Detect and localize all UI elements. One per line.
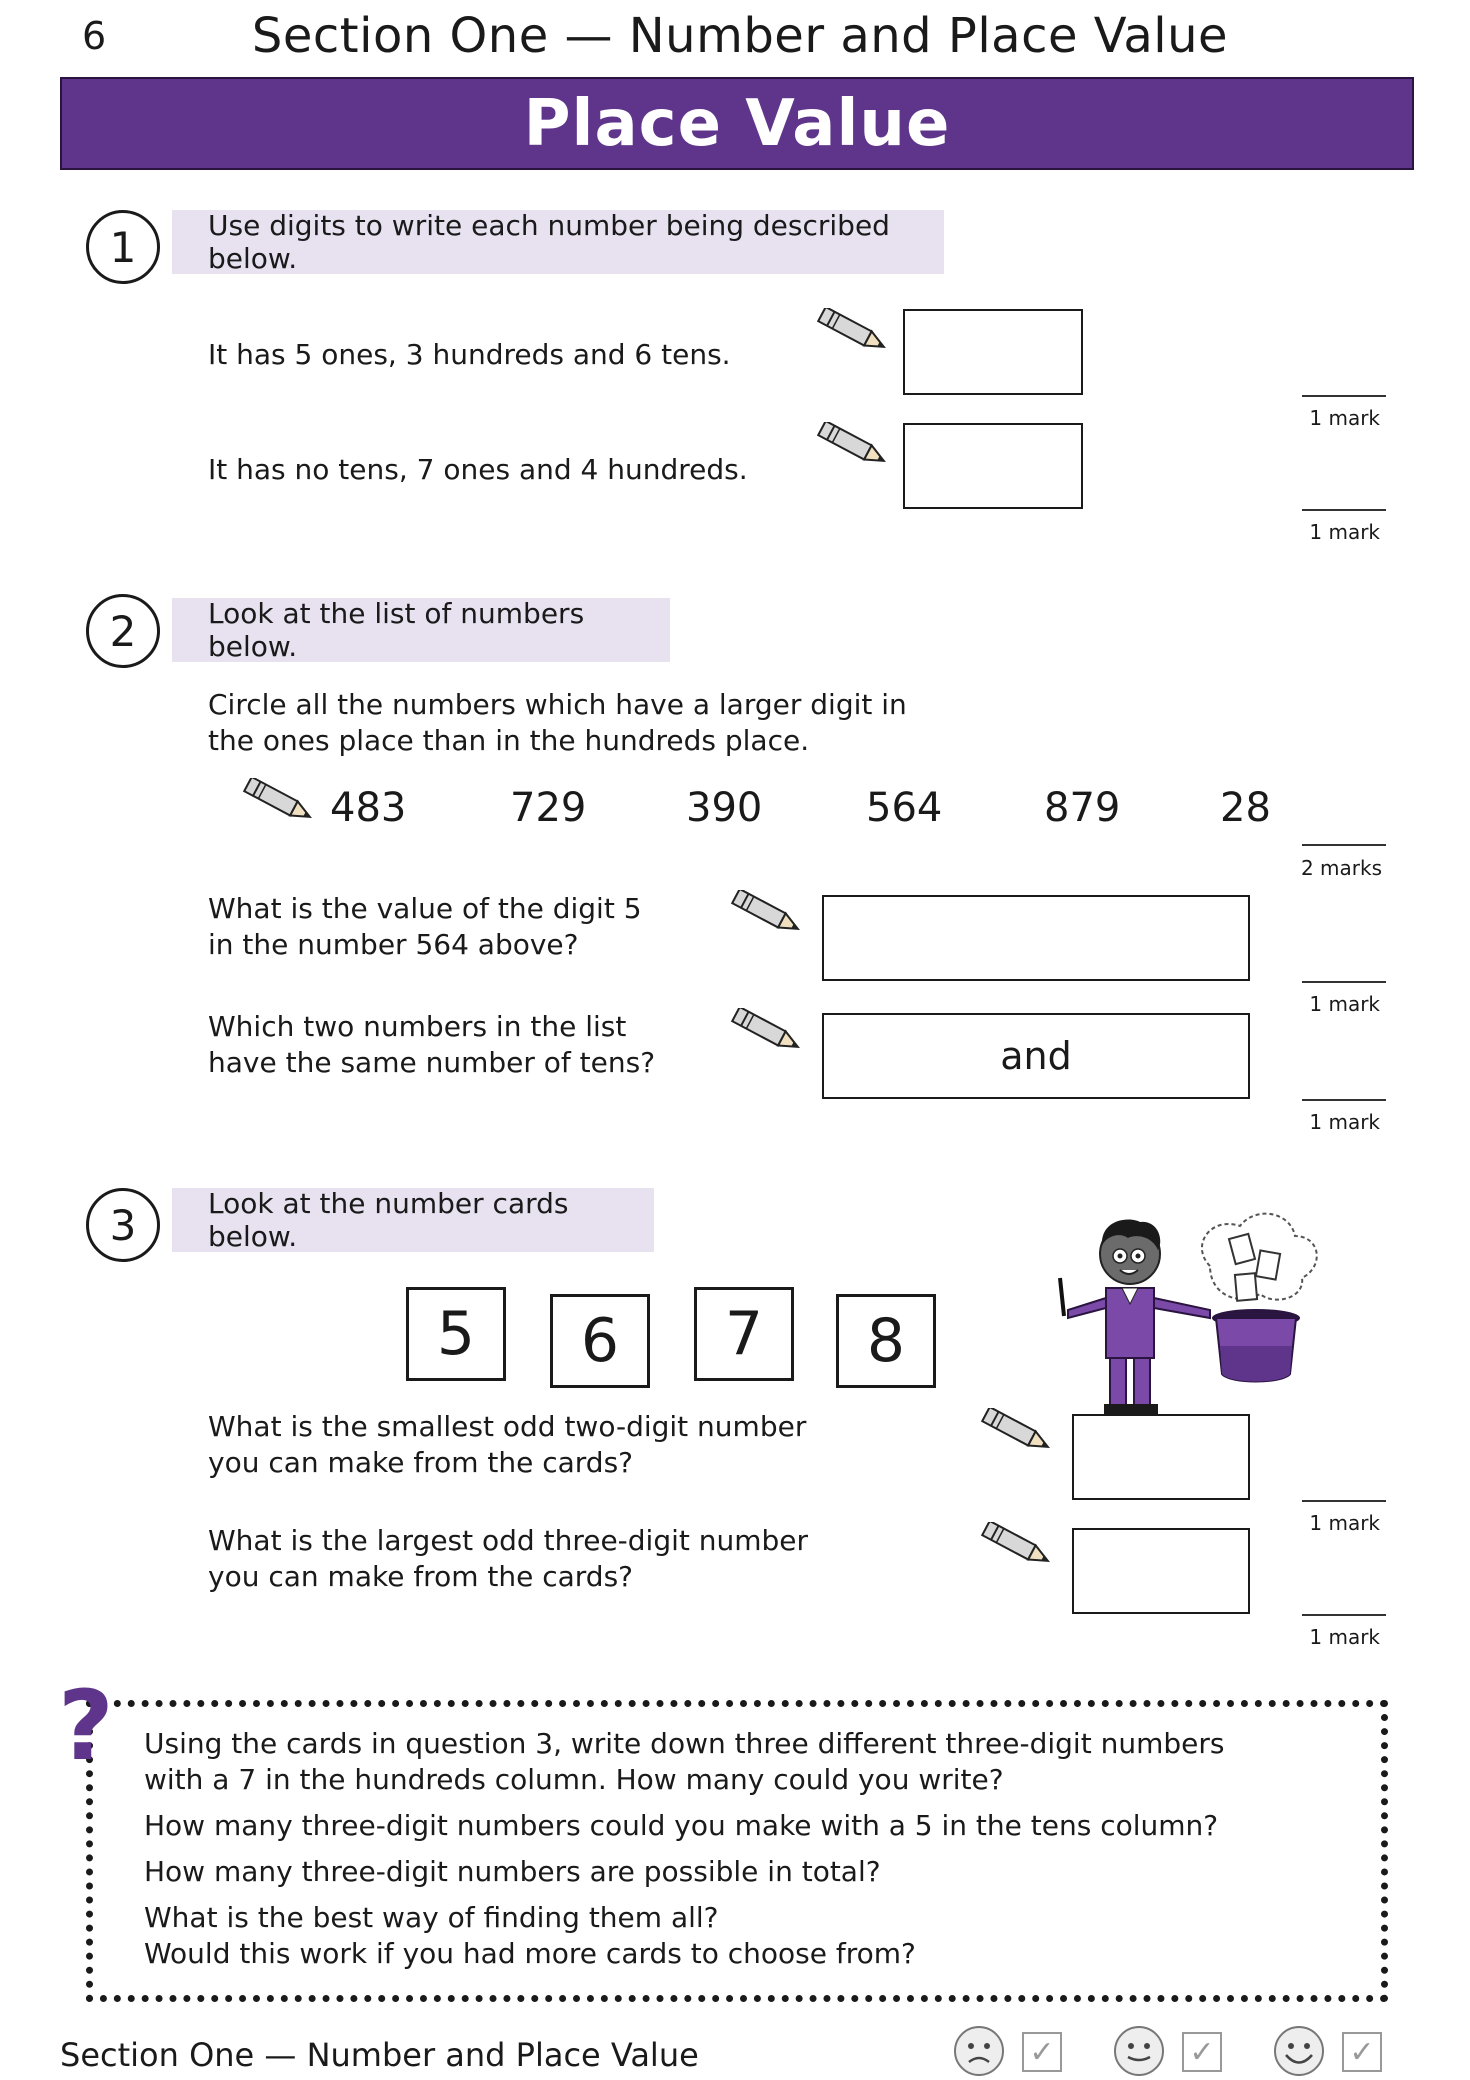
pencil-icon [976,1522,1056,1566]
number-option[interactable]: 483 [330,785,407,831]
extension-line: How many three-digit numbers could you make with a 5 in the tens column? [144,1809,1219,1842]
mark-line [1302,844,1386,846]
extension-line: How many three-digit numbers are possible in total? [144,1855,881,1888]
q2-circle-line-2: the ones place than in the hundreds place. [208,724,810,757]
page-title: Place Value [523,86,951,161]
question-1-instruction: Use digits to write each number being described below. [172,210,944,274]
tick-box[interactable]: ✓ [1182,2032,1222,2072]
magician-illustration [1040,1206,1322,1416]
q1-part-a-mark: 1 mark [1309,406,1380,430]
mark-line [1302,395,1386,397]
extension-line: What is the best way of finding them all? [144,1901,719,1934]
extension-text [144,1726,1224,1972]
pencil-icon [726,890,806,934]
q2-value-line-1: What is the value of the digit 5 [208,892,642,925]
q3-smallest-line-1: What is the smallest odd two-digit number [208,1410,807,1443]
extension-line: with a 7 in the hundreds column. How many could you write? [144,1763,1004,1796]
q2-value-answer-box[interactable] [822,895,1250,981]
q3-largest-line-1: What is the largest odd three-digit number [208,1524,809,1557]
question-2-number: 2 [86,594,160,668]
tick-box[interactable]: ✓ [1342,2032,1382,2072]
q2-tens-line-1: Which two numbers in the list [208,1010,627,1043]
number-option[interactable]: 390 [686,785,763,831]
pencil-icon [976,1408,1056,1452]
q2-tens-mark: 1 mark [1309,1110,1380,1134]
pencil-icon [812,308,892,352]
q3-largest-mark: 1 mark [1309,1625,1380,1649]
number-card: 6 [550,1294,650,1388]
question-1-number: 1 [86,210,160,284]
question-3-instruction: Look at the number cards below. [172,1188,654,1252]
question-3-number: 3 [86,1188,160,1262]
question-mark-icon: ? [58,1670,114,1782]
q2-circle-line-1: Circle all the numbers which have a larger digit in [208,688,907,721]
page-number: 6 [82,14,107,58]
pencil-icon [726,1008,806,1052]
q1-part-b-answer-box[interactable] [903,423,1083,509]
number-option[interactable]: 879 [1044,785,1121,831]
q2-value-line-2: in the number 564 above? [208,928,579,961]
mark-line [1302,1099,1386,1101]
pencil-icon [812,422,892,466]
footer-section-title: Section One — Number and Place Value [60,2036,699,2074]
mark-line [1302,1500,1386,1502]
mark-line [1302,981,1386,983]
extension-line: Using the cards in question 3, write down three different three-digit numbers [144,1727,1225,1760]
section-header: Section One — Number and Place Value [251,8,1229,64]
q2-numbers-mark: 2 marks [1300,856,1382,880]
q1-part-b-text: It has no tens, 7 ones and 4 hundreds. [208,453,748,486]
q2-value-mark: 1 mark [1309,992,1380,1016]
q3-smallest-mark: 1 mark [1309,1511,1380,1535]
mark-line [1302,1614,1386,1616]
number-option[interactable]: 564 [866,785,943,831]
number-card: 5 [406,1287,506,1381]
q3-smallest-line-2: you can make from the cards? [208,1446,634,1479]
number-option[interactable]: 28 [1220,785,1271,831]
sad-face-icon[interactable] [952,2024,1006,2078]
q2-tens-answer-box[interactable] [822,1013,1250,1099]
question-2-instruction: Look at the list of numbers below. [172,598,670,662]
q2-tens-and-label: and [1000,1034,1072,1078]
q1-part-b-mark: 1 mark [1309,520,1380,544]
number-card: 8 [836,1294,936,1388]
page-title-banner [60,77,1414,170]
pencil-icon [238,778,318,822]
number-option[interactable]: 729 [510,785,587,831]
q1-part-a-text: It has 5 ones, 3 hundreds and 6 tens. [208,338,731,371]
neutral-face-icon[interactable] [1112,2024,1166,2078]
q3-largest-line-2: you can make from the cards? [208,1560,634,1593]
mark-line [1302,509,1386,511]
happy-face-icon[interactable] [1272,2024,1326,2078]
q3-largest-answer-box[interactable] [1072,1528,1250,1614]
q3-smallest-answer-box[interactable] [1072,1414,1250,1500]
extension-line: Would this work if you had more cards to choose from? [144,1937,916,1970]
q2-tens-line-2: have the same number of tens? [208,1046,656,1079]
tick-box[interactable]: ✓ [1022,2032,1062,2072]
q1-part-a-answer-box[interactable] [903,309,1083,395]
number-card: 7 [694,1287,794,1381]
